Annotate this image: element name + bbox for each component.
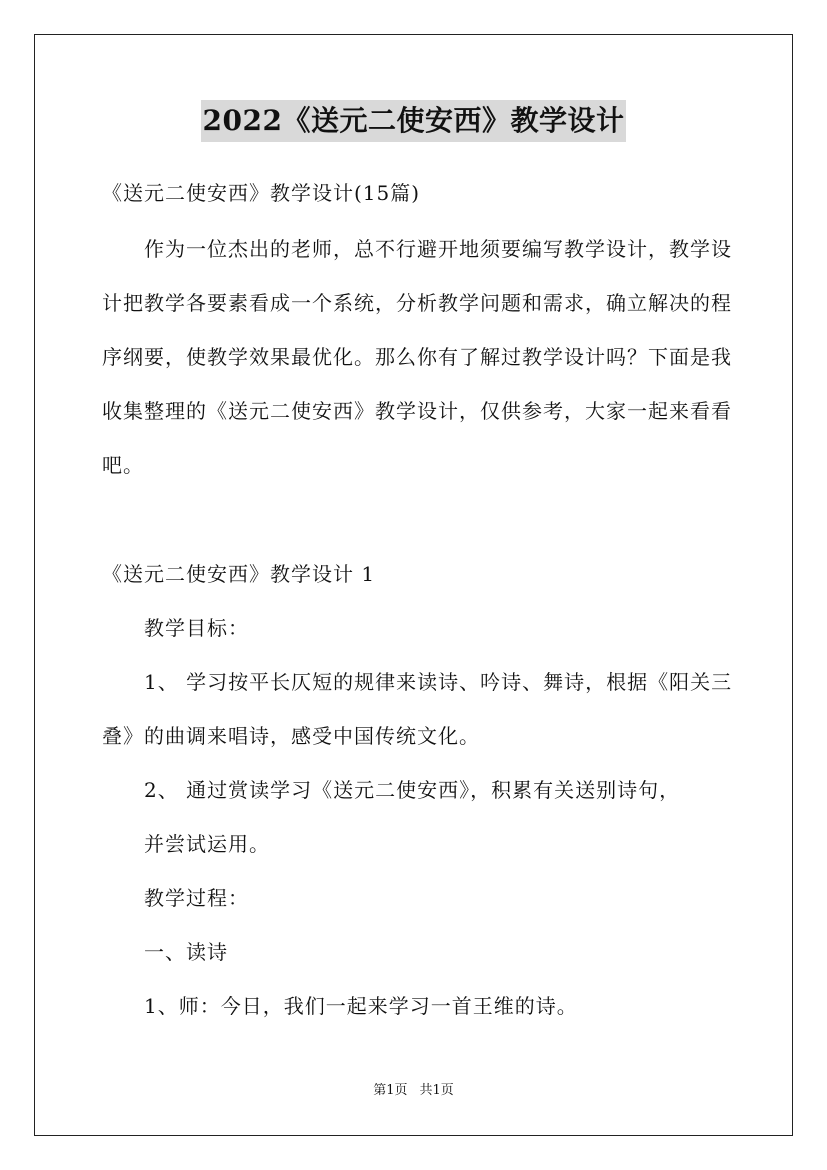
page-number-current: 第1页 <box>373 1083 408 1098</box>
goal-1-line-2: 叠》的曲调来唱诗，感受中国传统文化。 <box>102 724 480 748</box>
intro-line-5: 吧。 <box>102 453 144 477</box>
document-title: 2022《送元二使安西》教学设计 <box>201 100 627 142</box>
page-footer <box>0 1082 827 1100</box>
section-heading: 《送元二使安西》教学设计 1 <box>102 562 376 586</box>
process-label: 教学过程： <box>144 886 249 910</box>
intro-line-1: 作为一位杰出的老师，总不行避开地须要编写教学设计，教学设 <box>144 237 732 261</box>
title-container <box>0 100 827 142</box>
page-number-total: 共1页 <box>419 1083 454 1098</box>
document-subtitle: 《送元二使安西》教学设计(15篇) <box>102 181 421 205</box>
step-1: 1、师：今日，我们一起来学习一首王维的诗。 <box>144 994 578 1018</box>
intro-line-3: 序纲要，使教学效果最优化。那么你有了解过教学设计吗？下面是我 <box>102 345 732 369</box>
intro-line-2: 计把教学各要素看成一个系统，分析教学问题和需求，确立解决的程 <box>102 291 732 315</box>
goal-2-line-1: 2、 通过赏读学习《送元二使安西》，积累有关送别诗句， <box>144 778 681 802</box>
goal-2-line-2: 并尝试运用。 <box>144 832 270 856</box>
intro-line-4: 收集整理的《送元二使安西》教学设计，仅供参考，大家一起来看看 <box>102 399 732 423</box>
goals-label: 教学目标： <box>144 616 249 640</box>
goal-1-line-1: 1、 学习按平长仄短的规律来读诗、吟诗、舞诗，根据《阳关三 <box>144 670 733 694</box>
step-heading: 一、读诗 <box>144 940 228 964</box>
